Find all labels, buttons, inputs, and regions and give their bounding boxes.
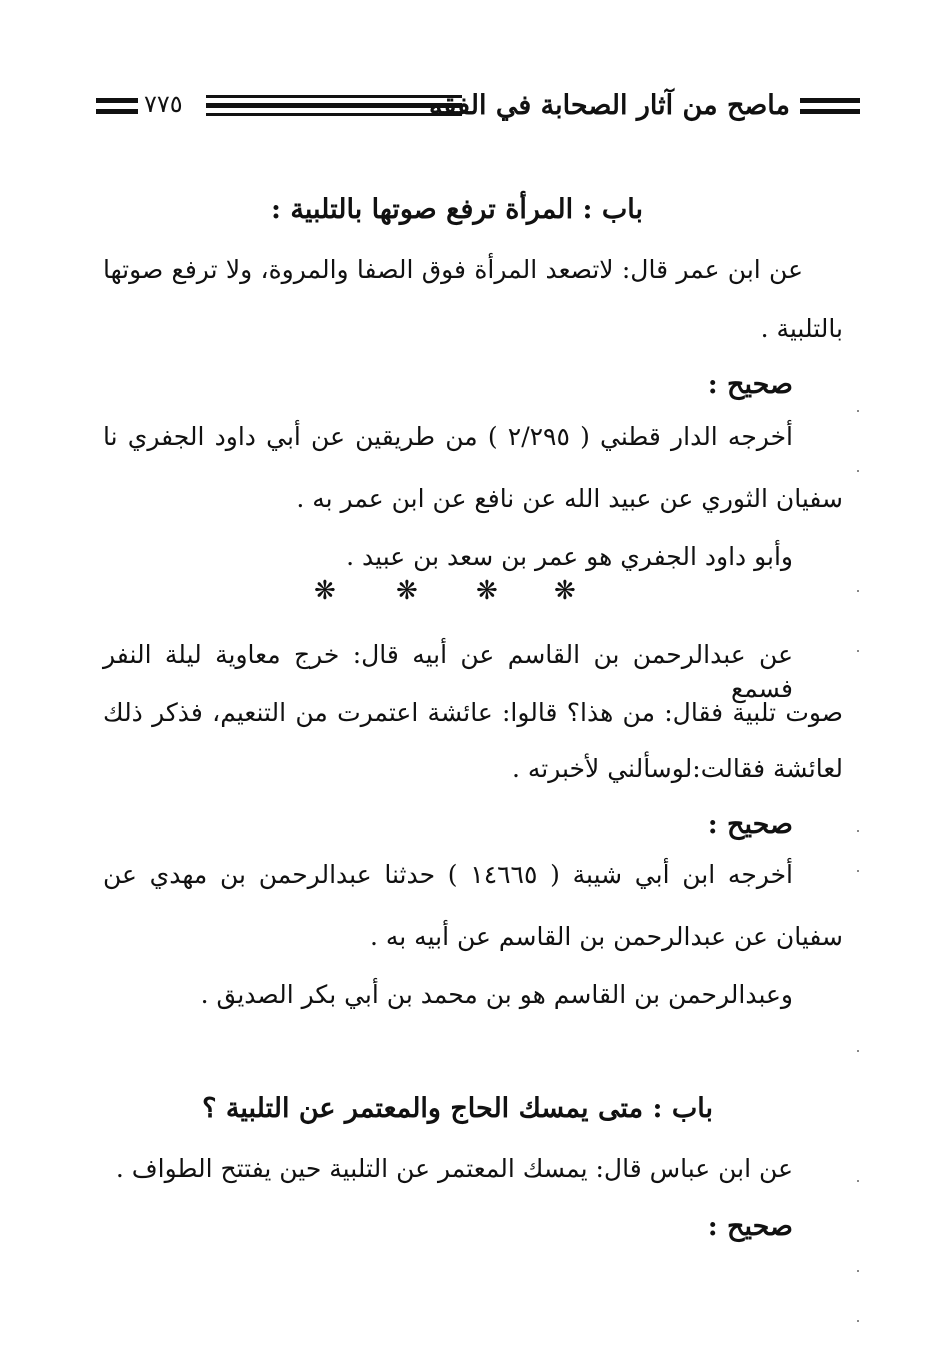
section-heading-woman-voice: باب : المرأة ترفع صوتها بالتلبية : <box>271 194 643 225</box>
separator-star: ❋ <box>396 576 418 606</box>
section-separator <box>300 574 600 610</box>
margin-speck <box>857 1270 859 1272</box>
source-line: أخرجه ابن أبي شيبة ( ١٤٦٦٥ ) حدثنا عبدالرحمن بن مهدي عن <box>103 860 793 889</box>
header-rule-middle-center <box>206 103 462 108</box>
separator-star: ❋ <box>476 576 498 606</box>
paragraph-line: عن ابن عباس قال: يمسك المعتمر عن التلبية حين يفتتح الطواف . <box>115 1154 793 1183</box>
header-rule-right-top <box>800 98 860 103</box>
header-rule-middle-bottom <box>206 113 462 116</box>
paragraph-line: عن عبدالرحمن بن القاسم عن أبيه قال: خرج معاوية ليلة النفر فسمع <box>103 640 793 703</box>
section-heading-stop-talbiya: باب : متى يمسك الحاج والمعتمر عن التلبية ؟ <box>202 1093 713 1124</box>
header-rule-left-top <box>96 98 138 103</box>
source-line: أخرجه الدار قطني ( ٢/٢٩٥ ) من طريقين عن أبي داود الجفري نا <box>103 422 793 451</box>
narrator-note: وأبو داود الجفري هو عمر بن سعد بن عبيد . <box>346 542 793 571</box>
running-header <box>96 88 860 128</box>
header-rule-left-bottom <box>96 109 138 114</box>
source-line: سفيان الثوري عن عبيد الله عن نافع عن ابن عمر به . <box>296 484 843 513</box>
separator-star: ❋ <box>554 576 576 606</box>
paragraph-line: بالتلبية . <box>760 314 843 343</box>
header-title: ماصح من آثار الصحابة في الفقه <box>428 90 790 121</box>
paragraph-line: صوت تلبية فقال: من هذا؟ قالوا: عائشة اعتمرت من التنعيم، فذكر ذلك <box>103 698 843 727</box>
header-rule-right-bottom <box>800 109 860 114</box>
grading-label: صحيح : <box>707 1211 793 1242</box>
grading-label: صحيح : <box>707 809 793 840</box>
margin-speck <box>857 1180 859 1182</box>
paragraph-line: لعائشة فقالت:لوسألني لأخبرته . <box>511 754 843 783</box>
margin-speck <box>857 650 859 652</box>
margin-speck <box>857 590 859 592</box>
margin-speck <box>857 1050 859 1052</box>
narrator-note: وعبدالرحمن بن القاسم هو بن محمد بن أبي بكر الصديق . <box>200 980 793 1009</box>
margin-speck <box>857 410 859 412</box>
paragraph-line: عن ابن عمر قال: لاتصعد المرأة فوق الصفا والمروة، ولا ترفع صوتها <box>103 255 803 284</box>
margin-speck <box>857 830 859 832</box>
grading-label: صحيح : <box>707 369 793 400</box>
margin-speck <box>857 1320 859 1322</box>
margin-speck <box>857 470 859 472</box>
header-rule-middle-top <box>206 95 462 98</box>
separator-star: ❋ <box>314 576 336 606</box>
source-line: سفيان عن عبدالرحمن بن القاسم عن أبيه به . <box>369 922 843 951</box>
page-number: ٧٧٥ <box>144 90 183 118</box>
margin-speck <box>857 870 859 872</box>
